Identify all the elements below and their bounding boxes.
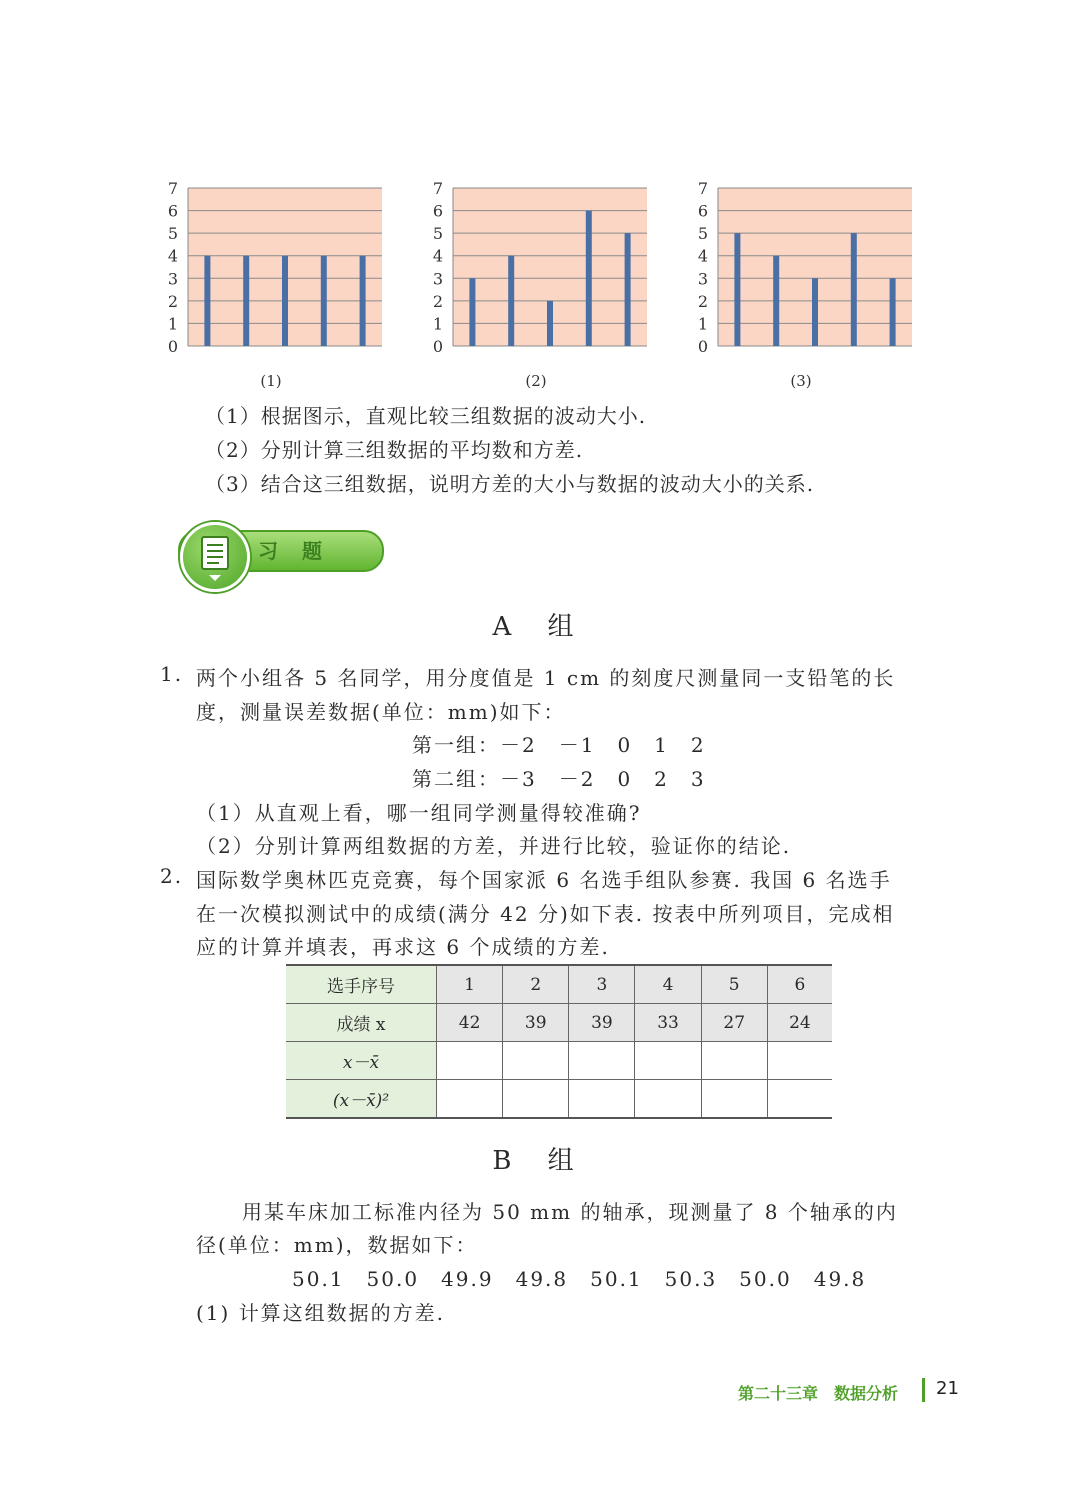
problem-1-question-1: （1）从直观上看，哪一组同学测量得较准确? xyxy=(196,801,642,825)
group-b-question-1: (1) 计算这组数据的方差. xyxy=(196,1301,446,1325)
y-tick-label: 0 xyxy=(697,337,708,356)
bar xyxy=(812,278,818,346)
group-b-title: B 组 xyxy=(492,1146,588,1176)
empty-cell xyxy=(635,1042,701,1080)
bar xyxy=(469,278,475,346)
bar xyxy=(734,233,740,346)
empty-cell xyxy=(569,1042,635,1080)
score-cell: 39 xyxy=(569,1004,635,1042)
y-tick-label: 6 xyxy=(432,201,443,221)
y-tick-label: 7 xyxy=(167,179,178,198)
score-cell: 42 xyxy=(437,1004,503,1042)
y-tick-label: 2 xyxy=(167,291,178,311)
question-3: （3）结合这三组数据，说明方差的大小与数据的波动大小的关系. xyxy=(205,472,815,496)
group-b-line-2: 径(单位：mm)，数据如下： xyxy=(196,1233,478,1257)
score-cell: 39 xyxy=(503,1004,569,1042)
empty-cell xyxy=(767,1080,832,1119)
empty-cell xyxy=(503,1042,569,1080)
bar xyxy=(773,256,779,346)
problem-2-line-3: 应的计算并填表，再求这 6 个成绩的方差. xyxy=(196,935,610,959)
player-number-cell: 3 xyxy=(569,965,635,1004)
group-1-data: 第一组：－2 －1 0 1 2 xyxy=(412,733,706,757)
y-tick-label: 6 xyxy=(697,201,708,221)
y-tick-label: 5 xyxy=(697,224,708,244)
bar xyxy=(321,256,327,346)
bar xyxy=(204,256,210,346)
y-tick-label: 0 xyxy=(432,337,443,356)
y-tick-label: 3 xyxy=(167,269,178,289)
bar-chart-1 xyxy=(160,178,390,393)
table-row xyxy=(286,965,832,1004)
score-cell: 33 xyxy=(635,1004,701,1042)
y-tick-label: 1 xyxy=(432,314,443,334)
problem-1-question-2: （2）分别计算两组数据的方差，并进行比较，验证你的结论. xyxy=(196,834,792,858)
bar xyxy=(243,256,249,346)
empty-cell xyxy=(701,1080,767,1119)
exercise-banner xyxy=(158,524,382,584)
player-number-cell: 1 xyxy=(437,965,503,1004)
empty-cell xyxy=(701,1042,767,1080)
group-a-title: A 组 xyxy=(492,612,588,642)
bar-chart-2 xyxy=(425,178,655,393)
banner-label: 习题 xyxy=(258,539,346,563)
player-number-cell: 4 xyxy=(635,965,701,1004)
chapter-label: 第二十三章 数据分析 xyxy=(738,1384,899,1403)
notepad-icon xyxy=(180,522,250,592)
problem-1-line-2: 度，测量误差数据(单位：mm)如下： xyxy=(196,700,566,724)
chart-caption: (3) xyxy=(790,372,812,390)
table-row xyxy=(286,1004,832,1042)
group-2-data: 第二组：－3 －2 0 2 3 xyxy=(412,767,706,791)
player-number-cell: 5 xyxy=(701,965,767,1004)
bar xyxy=(890,278,896,346)
empty-cell xyxy=(767,1042,832,1080)
y-tick-label: 5 xyxy=(432,224,443,244)
y-tick-label: 5 xyxy=(167,224,178,244)
question-1: （1）根据图示，直观比较三组数据的波动大小. xyxy=(205,404,647,428)
y-tick-label: 4 xyxy=(432,246,443,266)
y-tick-label: 1 xyxy=(697,314,708,334)
score-table xyxy=(286,964,832,1119)
player-number-cell: 6 xyxy=(767,965,832,1004)
bar-chart-3 xyxy=(690,178,920,393)
page-number: 21 xyxy=(936,1378,959,1399)
y-tick-label: 6 xyxy=(167,201,178,221)
problem-1-number: 1. xyxy=(160,662,184,686)
row-header-deviation: x－x̄ xyxy=(286,1042,437,1080)
bar xyxy=(282,256,288,346)
y-tick-label: 2 xyxy=(697,291,708,311)
y-tick-label: 1 xyxy=(167,314,178,334)
group-b-line-1: 用某车床加工标准内径为 50 mm 的轴承，现测量了 8 个轴承的内 xyxy=(242,1200,898,1224)
y-tick-label: 7 xyxy=(697,179,708,198)
question-2: （2）分别计算三组数据的平均数和方差. xyxy=(205,438,584,462)
bar xyxy=(360,256,366,346)
row-header-score: 成绩 x xyxy=(286,1004,437,1042)
bearing-data: 50.1 50.0 49.9 49.8 50.1 50.3 50.0 49.8 xyxy=(292,1267,867,1291)
y-tick-label: 3 xyxy=(432,269,443,289)
empty-cell xyxy=(635,1080,701,1119)
score-cell: 27 xyxy=(701,1004,767,1042)
score-cell: 24 xyxy=(767,1004,832,1042)
y-tick-label: 4 xyxy=(167,246,178,266)
row-header-player-number: 选手序号 xyxy=(286,965,437,1004)
y-tick-label: 2 xyxy=(432,291,443,311)
player-number-cell: 2 xyxy=(503,965,569,1004)
y-tick-label: 0 xyxy=(167,337,178,356)
y-tick-label: 4 xyxy=(697,246,708,266)
chart-caption: (1) xyxy=(260,372,282,390)
problem-2-number: 2. xyxy=(160,864,184,888)
footer-divider xyxy=(922,1378,925,1402)
table-row xyxy=(286,1042,832,1080)
y-tick-label: 7 xyxy=(432,179,443,198)
y-tick-label: 3 xyxy=(697,269,708,289)
problem-1-line-1: 两个小组各 5 名同学，用分度值是 1 cm 的刻度尺测量同一支铅笔的长 xyxy=(196,666,896,690)
bar xyxy=(625,233,631,346)
bar xyxy=(586,211,592,346)
problem-2-line-1: 国际数学奥林匹克竞赛，每个国家派 6 名选手组队参赛. 我国 6 名选手 xyxy=(196,868,892,892)
empty-cell xyxy=(503,1080,569,1119)
empty-cell xyxy=(437,1042,503,1080)
bar xyxy=(547,301,553,346)
chart-caption: (2) xyxy=(525,372,547,390)
bar xyxy=(851,233,857,346)
empty-cell xyxy=(569,1080,635,1119)
row-header-squared-deviation: (x－x̄)² xyxy=(286,1080,437,1119)
table-row xyxy=(286,1080,832,1119)
bar xyxy=(508,256,514,346)
empty-cell xyxy=(437,1080,503,1119)
problem-2-line-2: 在一次模拟测试中的成绩(满分 42 分)如下表. 按表中所列项目，完成相 xyxy=(196,902,895,926)
